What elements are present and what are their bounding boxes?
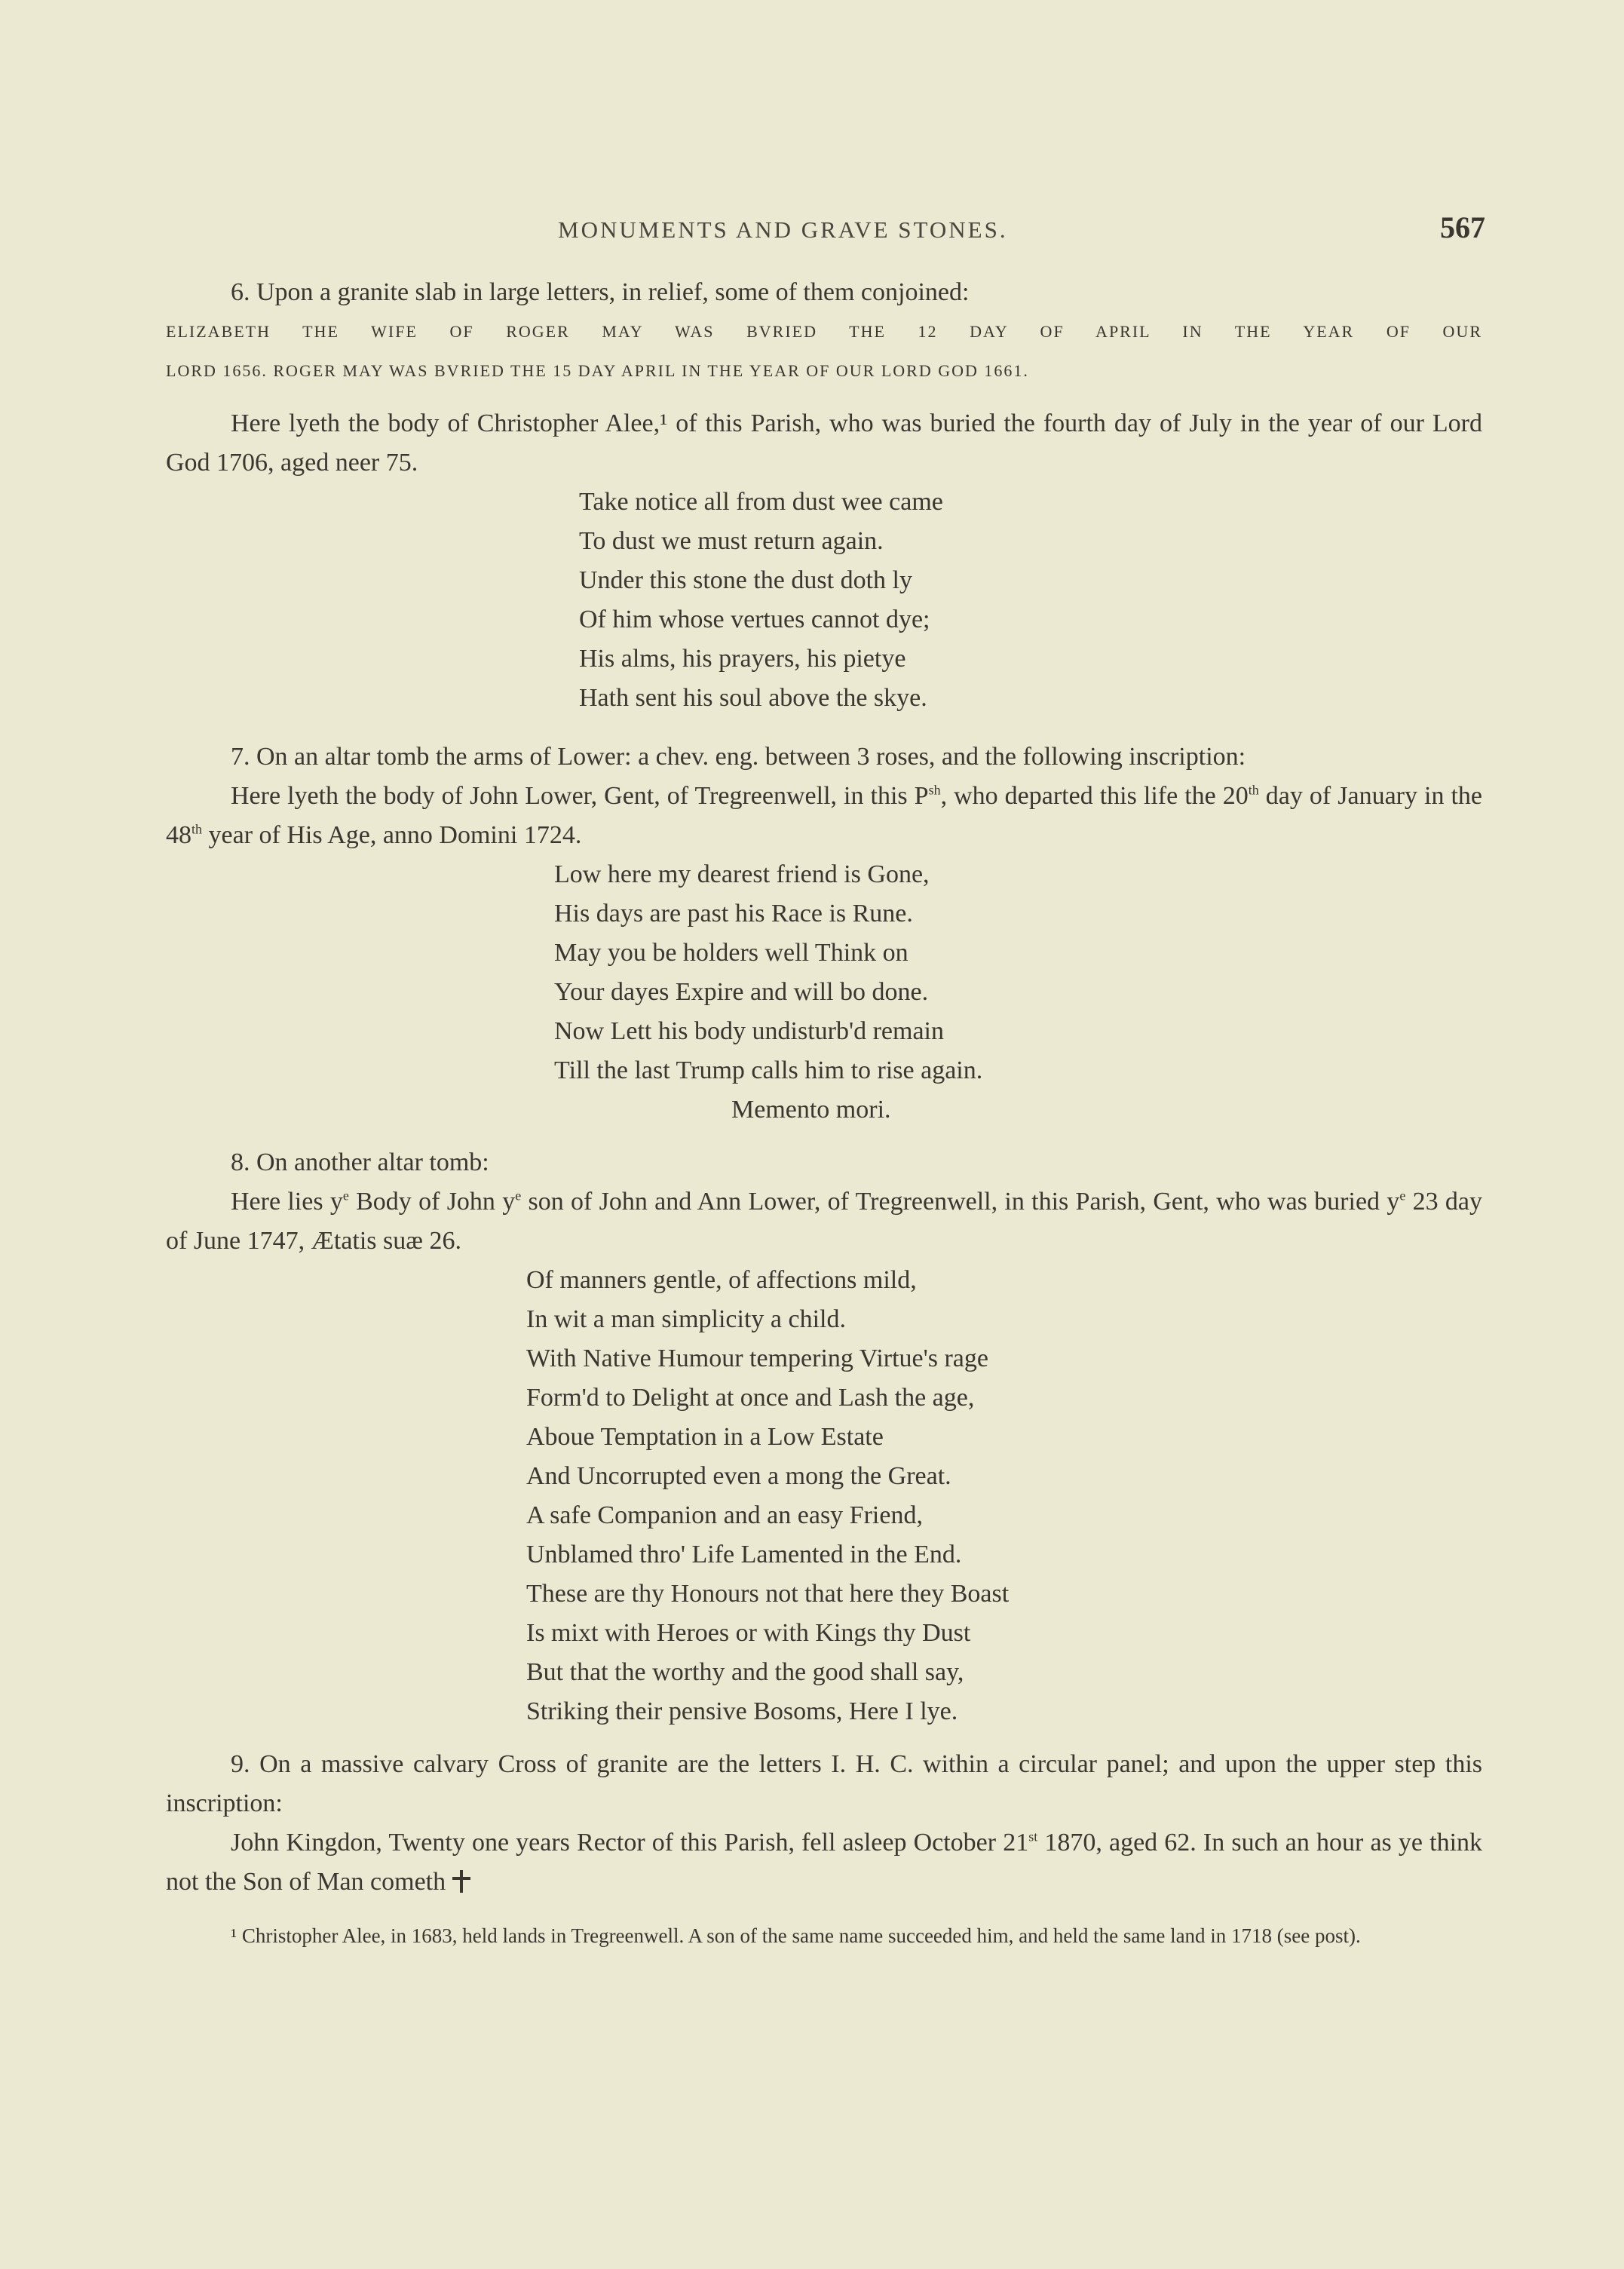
entry-6-inscription-line-2: LORD 1656. ROGER MAY WAS BVRIED THE 15 DAY APRIL IN THE YEAR OF OUR LORD GOD 1661. <box>166 361 1029 380</box>
verse-line: Unblamed thro' Life Lamented in the End. <box>526 1541 962 1568</box>
verse-line: Form'd to Delight at once and Lash the age, <box>526 1384 975 1412</box>
superscript: th <box>192 821 203 837</box>
inscription-text: 1870, aged 62. In such an hour as ye think not the Son of Man cometh <box>166 1829 1483 1896</box>
verse-line: In wit a man simplicity a child. <box>526 1305 846 1333</box>
verse-line: Under this stone the dust doth ly <box>579 566 912 594</box>
verse-line: Of manners gentle, of affections mild, <box>526 1266 917 1294</box>
verse-line: Low here my dearest friend is Gone, <box>554 860 930 888</box>
verse-line: But that the worthy and the good shall say, <box>526 1658 964 1686</box>
spacer <box>166 718 1482 737</box>
superscript: e <box>1399 1188 1406 1203</box>
inscription-text: , who departed this life the 20 <box>940 782 1249 810</box>
spacer <box>166 1731 1482 1745</box>
verse-line: A safe Companion and an easy Friend, <box>526 1501 923 1529</box>
superscript: sh <box>928 782 941 798</box>
inscription-text: son of John and Ann Lower, of Tregreenwell, in this Parish, Gent, who was buried y <box>521 1188 1400 1216</box>
verse-line: Take notice all from dust wee came <box>579 488 943 516</box>
verse-line: Is mixt with Heroes or with Kings thy Dust <box>526 1619 971 1647</box>
verse-line: May you be holders well Think on <box>554 939 909 967</box>
entry-9-inscription <box>166 1823 1482 1902</box>
verse-line: Now Lett his body undisturb'd remain <box>554 1017 945 1045</box>
alee-verse <box>579 483 1482 718</box>
inscription-text: Body of John y <box>348 1188 516 1216</box>
spacer <box>166 1130 1482 1143</box>
entry-8-intro: 8. On another altar tomb: <box>231 1148 489 1176</box>
verse-line: His days are past his Race is Rune. <box>554 900 913 928</box>
verse-line: Of him whose vertues cannot dye; <box>579 606 930 633</box>
page-header <box>166 210 1485 245</box>
verse-line: These are thy Honours not that here they Boast <box>526 1580 1010 1608</box>
verse-line: Striking their pensive Bosoms, Here I lye. <box>526 1697 958 1725</box>
entry-6-intro: 6. Upon a granite slab in large letters, in relief, some of them conjoined: <box>231 278 970 306</box>
inscription-text: Here lies y <box>231 1188 343 1216</box>
entry-8-inscription <box>166 1182 1482 1261</box>
verse-line: And Uncorrupted even a mong the Great. <box>526 1462 951 1490</box>
entry-7-intro: 7. On an altar tomb the arms of Lower: a chev. eng. between 3 roses, and the following inscription: <box>231 743 1246 771</box>
spacer <box>166 391 1482 404</box>
entry-7-verse <box>554 855 1482 1090</box>
superscript: e <box>515 1188 522 1203</box>
entry-8-verse <box>526 1261 1482 1731</box>
footnote: ¹ Christopher Alee, in 1683, held lands in Tregreenwell. A son of the same name succeeded him, and held the same land in 1718 (see post). <box>231 1924 1361 1947</box>
inscription-text: John Kingdon, Twenty one years Rector of this Parish, fell asleep October 21 <box>231 1829 1029 1857</box>
verse-line: To dust we must return again. <box>579 527 884 555</box>
verse-line: Your dayes Expire and will bo done. <box>554 978 929 1006</box>
alee-inscription: Here lyeth the body of Christopher Alee,¹ of this Parish, who was buried the fourth day of July in the year of our Lord God 1706, aged neer 75. <box>166 409 1482 477</box>
verse-line: Hath sent his soul above the skye. <box>579 684 927 712</box>
running-title: MONUMENTS AND GRAVE STONES. <box>558 216 1008 243</box>
cross-icon <box>452 1870 471 1893</box>
superscript: th <box>1248 782 1259 798</box>
inscription-text: year of His Age, anno Domini 1724. <box>202 821 582 849</box>
verse-line: With Native Humour tempering Virtue's rage <box>526 1345 988 1372</box>
inscription-text: Here lyeth the body of John Lower, Gent, of Tregreenwell, in this P <box>231 782 929 810</box>
memento-mori: Memento mori. <box>731 1096 891 1124</box>
verse-line: His alms, his prayers, his pietye <box>579 645 906 673</box>
superscript: st <box>1028 1829 1038 1844</box>
entry-7-inscription <box>166 777 1482 855</box>
superscript: e <box>342 1188 349 1203</box>
entry-6-inscription-line-1: ELIZABETH THE WIFE OF ROGER MAY WAS BVRIED THE 12 DAY OF APRIL IN THE YEAR OF OUR <box>166 322 1482 341</box>
page-body <box>166 273 1482 1953</box>
entry-9-intro: 9. On a massive calvary Cross of granite are the letters I. H. C. within a circular panel; and upon the upper step this inscription: <box>166 1750 1482 1817</box>
verse-line: Aboue Temptation in a Low Estate <box>526 1423 884 1451</box>
verse-line: Till the last Trump calls him to rise again. <box>554 1056 983 1084</box>
inscription-text: 23 day of June 1747, Ætatis suæ 26. <box>166 1188 1482 1255</box>
inscription-text: day of January in the 48 <box>166 782 1483 849</box>
page-number: 567 <box>1440 210 1485 244</box>
